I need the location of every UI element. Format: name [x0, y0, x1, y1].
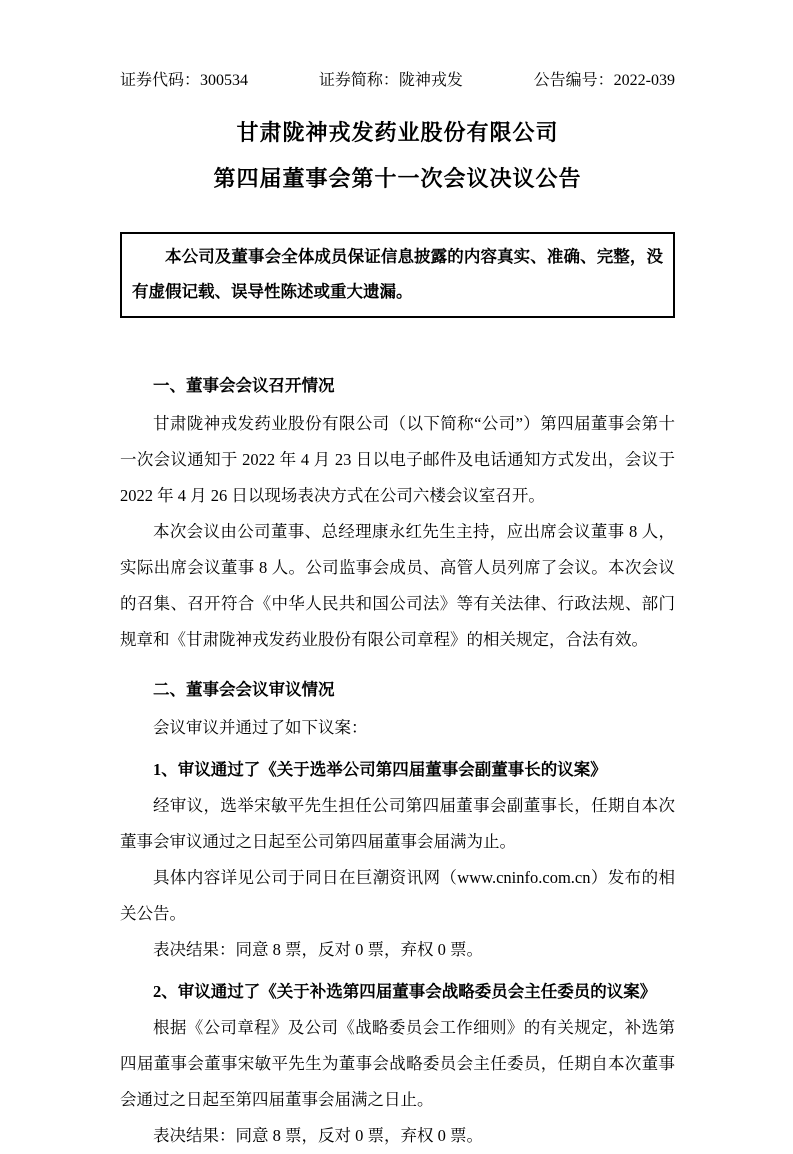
resolution-1-paragraph-1: 经审议，选举宋敏平先生担任公司第四届董事会副董事长，任期自本次董事会审议通过之日起至公司第四届董事会届满为止。: [120, 796, 675, 851]
resolution-1-vote-result: 表决结果：同意 8 票，反对 0 票，弃权 0 票。: [153, 940, 483, 959]
section-1-paragraph-2: 本次会议由公司董事、总经理康永红先生主持，应出席会议董事 8 人，实际出席会议董事 8 人。公司监事会成员、高管人员列席了会议。本次会议的召集、召开符合《中华人民共和国公司法》等有关法律、行政法规、部门规章和《甘肃陇神戎发药业股份有限公司章程》的相关规定，合法有效。: [120, 522, 675, 649]
section-1-paragraph-1: 甘肃陇神戎发药业股份有限公司（以下简称“公司”）第四届董事会第十一次会议通知于 2022 年 4 月 23 日以电子邮件及电话通知方式发出，会议于 2022 年 4 月 26 日以现场表决方式在公司六楼会议室召开。: [120, 414, 675, 505]
stock-code: 证券代码：300534: [120, 72, 249, 89]
stock-name: 证券简称：陇神戎发: [318, 72, 463, 89]
section-2-intro: 会议审议并通过了如下议案：: [153, 718, 368, 737]
company-name-title: 甘肃陇神戎发药业股份有限公司: [236, 120, 559, 145]
section-1-heading: 一、董事会会议召开情况: [153, 376, 335, 395]
section-2-heading: 二、董事会会议审议情况: [153, 680, 335, 699]
announcement-number: 公告编号：2022-039: [533, 72, 675, 89]
announcement-title: 第四届董事会第十一次会议决议公告: [213, 166, 582, 191]
resolution-2-vote-result: 表决结果：同意 8 票，反对 0 票，弃权 0 票。: [153, 1126, 483, 1145]
resolution-1-heading: 1、审议通过了《关于选举公司第四届董事会副董事长的议案》: [153, 760, 607, 779]
resolution-2-heading: 2、审议通过了《关于补选第四届董事会战略委员会主任委员的议案》: [153, 982, 657, 1001]
resolution-2-paragraph-1: 根据《公司章程》及公司《战略委员会工作细则》的有关规定，补选第四届董事会董事宋敏平先生为董事会战略委员会主任委员，任期自本次董事会通过之日起至第四届董事会届满之日止。: [120, 1018, 675, 1109]
disclaimer-box: [120, 232, 675, 318]
disclaimer-text: 本公司及董事会全体成员保证信息披露的内容真实、准确、完整，没有虚假记载、误导性陈述或重大遗漏。: [132, 247, 663, 301]
document-header: [120, 70, 675, 92]
resolution-1-paragraph-2: 具体内容详见公司于同日在巨潮资讯网（www.cninfo.com.cn）发布的相关公告。: [120, 868, 675, 923]
